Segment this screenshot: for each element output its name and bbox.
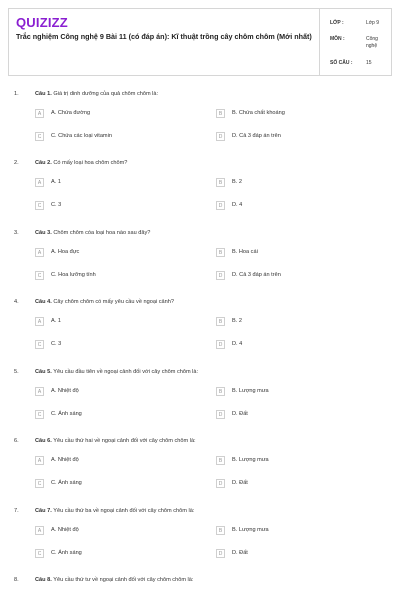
option-text: B. 2 <box>232 318 242 324</box>
option-text: B. Lượng mưa <box>232 527 269 533</box>
question-text <box>35 230 150 236</box>
question-prompt: Yêu cầu đầu tiên về ngoại cảnh đối với cây chôm chôm là: <box>53 369 199 375</box>
option-text: C. 3 <box>51 202 62 208</box>
option-text: C. Ánh sáng <box>51 480 82 486</box>
option-letter-box: C <box>35 549 44 558</box>
question-label: Câu 4. <box>35 299 52 305</box>
option-text: D. Cả 3 đáp án trên <box>232 133 281 139</box>
question-prompt: Yêu cầu thứ hai về ngoại cảnh đối với cây chôm chôm là: <box>53 438 196 444</box>
option-letter-box: A <box>35 317 44 326</box>
option-letter-box: D <box>216 410 225 419</box>
question-number: 1. <box>14 91 19 97</box>
option-text: B. Chứa chất khoáng <box>232 110 285 116</box>
option-letter-box: B <box>216 387 225 396</box>
question-number: 5. <box>14 369 19 375</box>
option-letter-box: A <box>35 248 44 257</box>
question-2 <box>0 160 400 230</box>
option-letter-box: D <box>216 271 225 280</box>
worksheet-title: Trắc nghiệm Công nghệ 9 Bài 11 (có đáp án): Kĩ thuật trồng cây chôm chôm (Mới nhất) <box>16 32 312 41</box>
option-letter-box: D <box>216 549 225 558</box>
option-text: C. Chứa các loại vitamin <box>51 133 112 139</box>
question-prompt: Chôm chôm cóa loại hoa nào sau đây? <box>53 230 151 236</box>
option-letter-box: B <box>216 248 225 257</box>
question-prompt: Yêu cầu thứ tư về ngoại cảnh đối với cây chôm chôm là: <box>53 577 194 583</box>
question-number: 2. <box>14 160 19 166</box>
option-letter-box: C <box>35 201 44 210</box>
question-text <box>35 369 198 375</box>
option-text: D. 4 <box>232 202 243 208</box>
option-text: D. Cả 3 đáp án trên <box>232 272 281 278</box>
question-5 <box>0 369 400 439</box>
question-label: Câu 5. <box>35 369 52 375</box>
question-text <box>35 299 174 305</box>
option-text: D. Đất <box>232 480 248 486</box>
option-letter-box: A <box>35 456 44 465</box>
option-letter-box: D <box>216 201 225 210</box>
question-prompt: Giá trị dinh dưỡng của quả chôm chôm là: <box>53 91 159 97</box>
option-letter-box: B <box>216 109 225 118</box>
option-text: B. Lượng mưa <box>232 388 269 394</box>
header-divider <box>319 9 320 75</box>
question-number: 3. <box>14 230 19 236</box>
option-text: D. 4 <box>232 341 243 347</box>
option-letter-box: C <box>35 132 44 141</box>
option-letter-box: D <box>216 340 225 349</box>
option-letter-box: A <box>35 526 44 535</box>
option-text: C. Ánh sáng <box>51 411 82 417</box>
option-letter-box: C <box>35 410 44 419</box>
question-label: Câu 3. <box>35 230 52 236</box>
question-label: Câu 1. <box>35 91 52 97</box>
question-label: Câu 7. <box>35 508 52 514</box>
meta-class-label: LỚP : <box>330 20 344 26</box>
option-letter-box: D <box>216 132 225 141</box>
question-number: 7. <box>14 508 19 514</box>
option-letter-box: A <box>35 387 44 396</box>
quizizz-logo: QUIZIZZ <box>16 15 68 30</box>
question-1 <box>0 91 400 161</box>
option-text: C. 3 <box>51 341 62 347</box>
question-number: 4. <box>14 299 19 305</box>
question-prompt: Yêu cầu thứ ba về ngoại cảnh đối với cây chôm chôm là: <box>53 508 195 514</box>
question-number: 8. <box>14 577 19 583</box>
option-text: B. Lượng mưa <box>232 457 269 463</box>
meta-question-count-value: 15 <box>366 60 372 66</box>
option-text: A. Hoa đực <box>51 249 80 255</box>
option-letter-box: B <box>216 317 225 326</box>
worksheet-header <box>8 8 392 76</box>
option-letter-box: C <box>35 479 44 488</box>
question-text <box>35 91 158 97</box>
question-text <box>35 160 127 166</box>
option-text: A. Nhiệt độ <box>51 527 79 533</box>
option-text: C. Hoa lưỡng tính <box>51 272 96 278</box>
option-letter-box: B <box>216 526 225 535</box>
question-label: Câu 8. <box>35 577 52 583</box>
question-label: Câu 2. <box>35 160 52 166</box>
option-text: A. Nhiệt độ <box>51 388 79 394</box>
option-letter-box: A <box>35 178 44 187</box>
option-letter-box: A <box>35 109 44 118</box>
meta-class-value: Lớp 9 <box>366 20 380 26</box>
question-4 <box>0 299 400 369</box>
question-text <box>35 577 193 583</box>
option-letter-box: B <box>216 456 225 465</box>
option-text: A. 1 <box>51 318 61 324</box>
meta-subject-label: MÔN : <box>330 36 345 42</box>
question-label: Câu 6. <box>35 438 52 444</box>
option-text: A. 1 <box>51 179 61 185</box>
option-letter-box: B <box>216 178 225 187</box>
question-6 <box>0 438 400 508</box>
option-letter-box: C <box>35 340 44 349</box>
option-text: A. Nhiệt độ <box>51 457 79 463</box>
meta-question-count-label: SỐ CÂU : <box>330 60 353 66</box>
question-text <box>35 508 194 514</box>
option-text: D. Đất <box>232 411 248 417</box>
question-7 <box>0 508 400 578</box>
question-3 <box>0 230 400 300</box>
option-text: B. Hoa cái <box>232 249 258 255</box>
question-prompt: Cây chôm chôm có mấy yêu cầu về ngoại cảnh? <box>53 299 174 305</box>
question-number: 6. <box>14 438 19 444</box>
option-text: A. Chứa đường <box>51 110 91 116</box>
option-text: C. Ánh sáng <box>51 550 82 556</box>
option-text: B. 2 <box>232 179 242 185</box>
option-letter-box: C <box>35 271 44 280</box>
question-8 <box>0 577 400 597</box>
option-letter-box: D <box>216 479 225 488</box>
option-text: D. Đất <box>232 550 248 556</box>
question-prompt: Có mấy loại hoa chôm chôm? <box>53 160 128 166</box>
question-text <box>35 438 196 444</box>
meta-subject-value: Công nghệ <box>366 36 378 49</box>
